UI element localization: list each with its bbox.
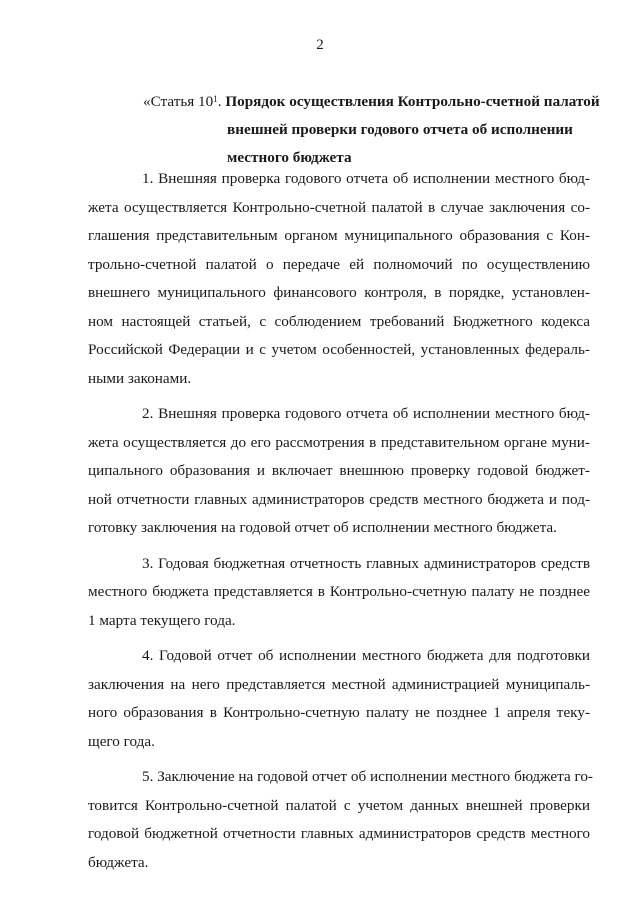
- paragraph-line: товится Контрольно-счетной палатой с учетом данных внешней проверки: [88, 796, 590, 814]
- paragraph-line: 5. Заключение на годовой отчет об исполнении местного бюджета го-: [142, 768, 593, 785]
- paragraph-line: 1. Внешняя проверка годового отчета об исполнении местного бюд-: [142, 170, 590, 187]
- article-title-line: местного бюджета: [227, 149, 352, 166]
- paragraph-line: жета осуществляется до его рассмотрения в представительном органе муни-: [88, 433, 590, 451]
- paragraph-line: щего года.: [88, 732, 155, 750]
- paragraph-line: трольно-счетной палатой о передаче ей полномочий по осуществлению: [88, 255, 590, 273]
- paragraph-line: заключения на него представляется местной администрацией муниципаль-: [88, 675, 590, 693]
- article-body: [88, 165, 593, 884]
- paragraph-line: внешнего муниципального финансового контроля, в порядке, установлен-: [88, 284, 590, 301]
- paragraph-line: готовку заключения на годовой отчет об исполнении местного бюджета.: [88, 519, 557, 536]
- paragraph-1: [88, 165, 590, 393]
- paragraph-line: 1 марта текущего года.: [88, 611, 236, 629]
- paragraph-line: жета осуществляется Контрольно-счетной палатой в случае заключения со-: [88, 198, 590, 216]
- paragraph-line: местного бюджета представляется в Контрольно-счетную палату не позднее: [88, 583, 590, 600]
- paragraph-line: 2. Внешняя проверка годового отчета об исполнении местного бюд-: [142, 405, 590, 422]
- paragraph-line: ными законами.: [88, 369, 192, 387]
- paragraph-2: [88, 400, 590, 543]
- paragraph-line: глашения представительным органом муниципального образования с Кон-: [88, 227, 590, 244]
- paragraph-line: 3. Годовая бюджетная отчетность главных администраторов средств: [142, 554, 590, 572]
- paragraph-line: ном настоящей статьей, с соблюдением требований Бюджетного кодекса: [88, 312, 590, 330]
- article-prefix: «Статья 10: [143, 93, 214, 110]
- paragraph-line: 4. Годовой отчет об исполнении местного бюджета для подготовки: [142, 647, 590, 664]
- paragraph-5: [88, 763, 593, 877]
- paragraph-line: годовой бюджетной отчетности главных администраторов средств местного: [88, 825, 590, 842]
- article-prefix-suffix: .: [217, 93, 226, 110]
- paragraph-3: [88, 550, 590, 636]
- paragraph-line: ной отчетности главных администраторов средств местного бюджета и под-: [88, 490, 590, 508]
- page-number: 2: [316, 37, 324, 53]
- article-title-line: внешней проверки годового отчета об исполнении: [227, 121, 573, 138]
- paragraph-line: ципального образования и включает внешнюю проверку годовой бюджет-: [88, 462, 590, 479]
- article-heading: [143, 88, 603, 172]
- article-heading-line-1: [143, 88, 603, 116]
- paragraph-line: ного образования в Контрольно-счетную палату не позднее 1 апреля теку-: [88, 704, 590, 721]
- paragraph-line: бюджета.: [88, 853, 149, 871]
- article-title-line: Порядок осуществления Контрольно-счетной палатой: [225, 93, 600, 110]
- paragraph-4: [88, 642, 590, 756]
- paragraph-line: Российской Федерации и с учетом особенностей, установленных федераль-: [88, 341, 590, 358]
- article-superscript: 1: [213, 94, 218, 104]
